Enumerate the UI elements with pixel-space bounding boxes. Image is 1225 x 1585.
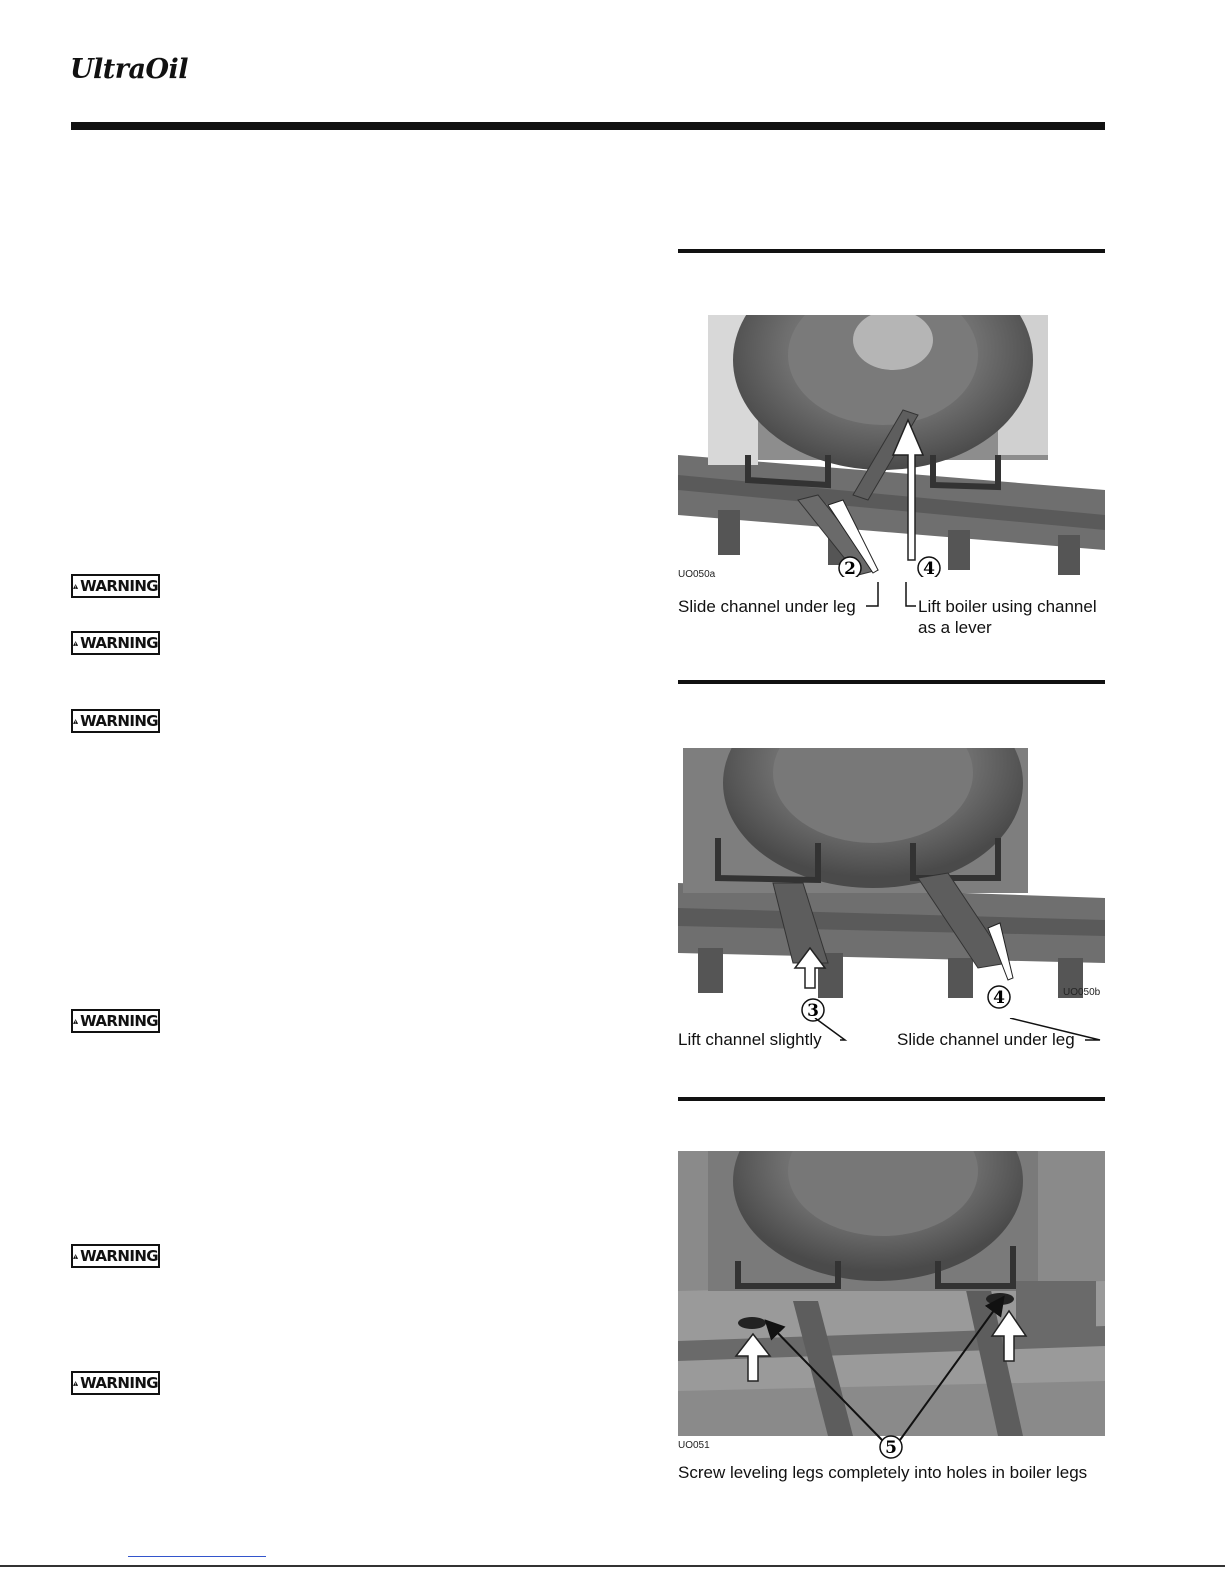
- figure-3-pointer-arrows: [760, 1290, 1030, 1470]
- figure-3-rule: [678, 1097, 1105, 1101]
- warning-label-3: WARNING: [71, 709, 160, 733]
- footer-rule: [0, 1565, 1225, 1567]
- warning-label-4: WARNING: [71, 1009, 160, 1033]
- figure-2-illustration: [678, 748, 1105, 998]
- warning-triangle-icon: [73, 1015, 78, 1028]
- figure-1-callout-2-number: 2: [844, 559, 856, 577]
- footer-link-underline[interactable]: [128, 1556, 266, 1557]
- warning-triangle-icon: [73, 637, 78, 650]
- warning-label-5: WARNING: [71, 1244, 160, 1268]
- figure-2-callout-3-number: 3: [807, 1001, 819, 1021]
- figure-1-code: UO050a: [678, 569, 716, 580]
- figure-1-callout-1-number: 4: [923, 559, 935, 577]
- figure-1-leader-2: [864, 582, 884, 612]
- figure-2-callout-4-number: 4: [993, 988, 1005, 1008]
- figure-2-callout-4-circle: [984, 982, 1014, 1012]
- figure-3-code: UO051: [678, 1440, 710, 1451]
- figure-1-rule: [678, 249, 1105, 253]
- figure-1-callout-1-line2: as a lever: [918, 618, 992, 637]
- warning-label-2: WARNING: [71, 631, 160, 655]
- figure-3-callout-5-number: 5: [885, 1438, 897, 1458]
- figure-1-leader-1: [900, 582, 920, 612]
- warning-triangle-icon: [73, 1377, 78, 1390]
- figure-1-callout-2-text: Slide channel under leg: [678, 597, 856, 616]
- brand-logo: UltraOil: [70, 54, 189, 85]
- figure-2-callout-4-text: Slide channel under leg: [897, 1030, 1075, 1049]
- figure-2-callout-3-text: Lift channel slightly: [678, 1030, 822, 1049]
- header-rule: [71, 122, 1105, 130]
- figure-1-callout-1-line1: Lift boiler using channel: [918, 597, 1097, 616]
- warning-triangle-icon: [73, 580, 78, 593]
- figure-2-code: UO050b: [1063, 987, 1101, 998]
- warning-triangle-icon: [73, 1250, 78, 1263]
- warning-label-1: WARNING: [71, 574, 160, 598]
- warning-label-6: WARNING: [71, 1371, 160, 1395]
- figure-1-illustration: [678, 315, 1105, 577]
- warning-triangle-icon: [73, 715, 78, 728]
- figure-3-callout-5-text: Screw leveling legs completely into holes in boiler legs: [678, 1463, 1088, 1482]
- figure-2-rule: [678, 680, 1105, 684]
